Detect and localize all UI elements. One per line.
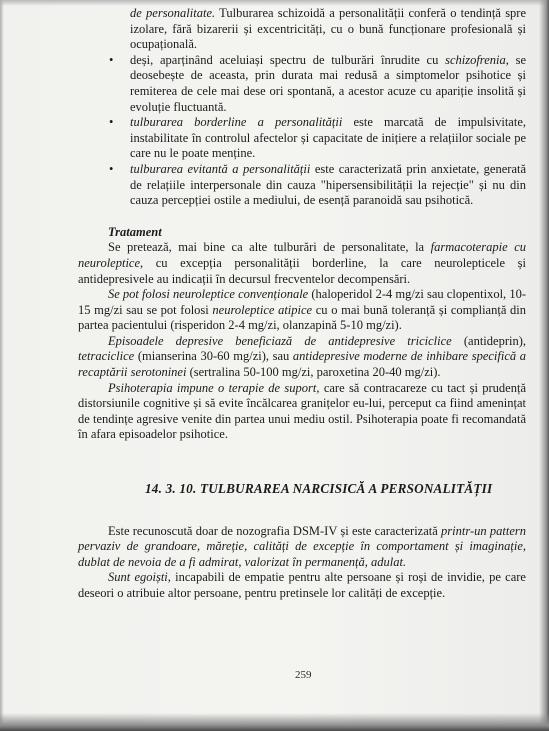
bullet-list <box>78 53 526 209</box>
scan-shadow-left <box>0 0 4 731</box>
treatment-title: Tratament <box>108 224 162 239</box>
scan-shadow-right <box>539 0 549 731</box>
page-body <box>78 6 526 602</box>
treatment-paragraph-1: Se pretează, mai bine ca alte tulburări de personalitate, la farmacoterapie cu neuroleptice, cu excepția personalității borderline, la care neurolepticele și antidepresivele au indicații în decursul frecventelor decompensări. <box>78 240 526 286</box>
bullet-item-schizophrenia: • deși, aparținând aceluiași spectru de tulburări înrudite cu schizofrenia, se deosebește de aceasta, prin durata mai redusă a simptomelor psihotice și remiterea de cele mai dese ori spontană, a acestor acuze cu apariție insolită și evoluție fluctuantă. <box>130 53 526 115</box>
treatment-paragraph-3: Episoadele depresive beneficiază de antidepresive triciclice (antideprin), tetraciclice (mianserina 30-60 mg/zi), sau antidepresive moderne de inhibare specifică a recaptării serotoninei (sertralina 50-100 mg/zi, paroxetina 20-40 mg/zi). <box>78 333 526 380</box>
bullet-item-avoidant: • tulburarea evitantă a personalității este caracterizată prin anxietate, generată de relațiile interpersonale din cauza "hipersensibilității la rejecție" și nu din cauza percepției ostile a mediului, de esență paranoidă sau psihotică. <box>130 162 526 209</box>
scan-shadow-bottom <box>0 713 549 731</box>
narcissistic-paragraph-1: Este recunoscută doar de nozografia DSM-IV și este caracterizată printr-un pattern pervaziv de grandoare, măreție, calități de excepție în comportament și imaginație, dublat de nevoia de a fi admirat, valorizat în permanență, adulat. <box>78 523 526 569</box>
bullet-item-borderline: • tulburarea borderline a personalității este marcată de impulsivitate, instabilitate în controlul afectelor și capacitate de inițiere a relațiilor sociale pe care nu le poate menține. <box>130 115 526 162</box>
treatment-paragraph-2: Se pot folosi neuroleptice convenționale (haloperidol 2-4 mg/zi sau clopentixol, 10-15 mg/zi sau se pot folosi neuroleptice atipice cu o mai bună toleranță și complianță din partea pacientului (risperidon 2-4 mg/zi, olanzapină 5-10 mg/zi). <box>78 287 526 333</box>
narcissistic-paragraph-2: Sunt egoiști, incapabili de empatie pentru alte persoane și roși de invidie, pe care deseori o atribuie altor persoane, pentru pretinsele lor calități de excepție. <box>78 570 526 600</box>
treatment-paragraph-4: Psihoterapia impune o terapie de suport, care să contracareze cu tact și prudență distorsiunile cognitive și să evite încălcarea granițelor eu-lui, perceput ca fiind amenințat de tendințe agresive venite din partea unui mediu ostil. Psihoterapia poate fi recomandată în afara episoadelor psihotice. <box>78 380 526 442</box>
section-heading: 14. 3. 10. TULBURAREA NARCISICĂ A PERSONALITĂȚII <box>145 481 493 497</box>
lead-paragraph: de personalitate. Tulburarea schizoidă a personalității conferă o tendință spre izolare, fără bizarerii și excentricități, cu o bună funcționare profesională și ocupațională. <box>130 6 527 52</box>
page-number: 259 <box>295 669 312 681</box>
